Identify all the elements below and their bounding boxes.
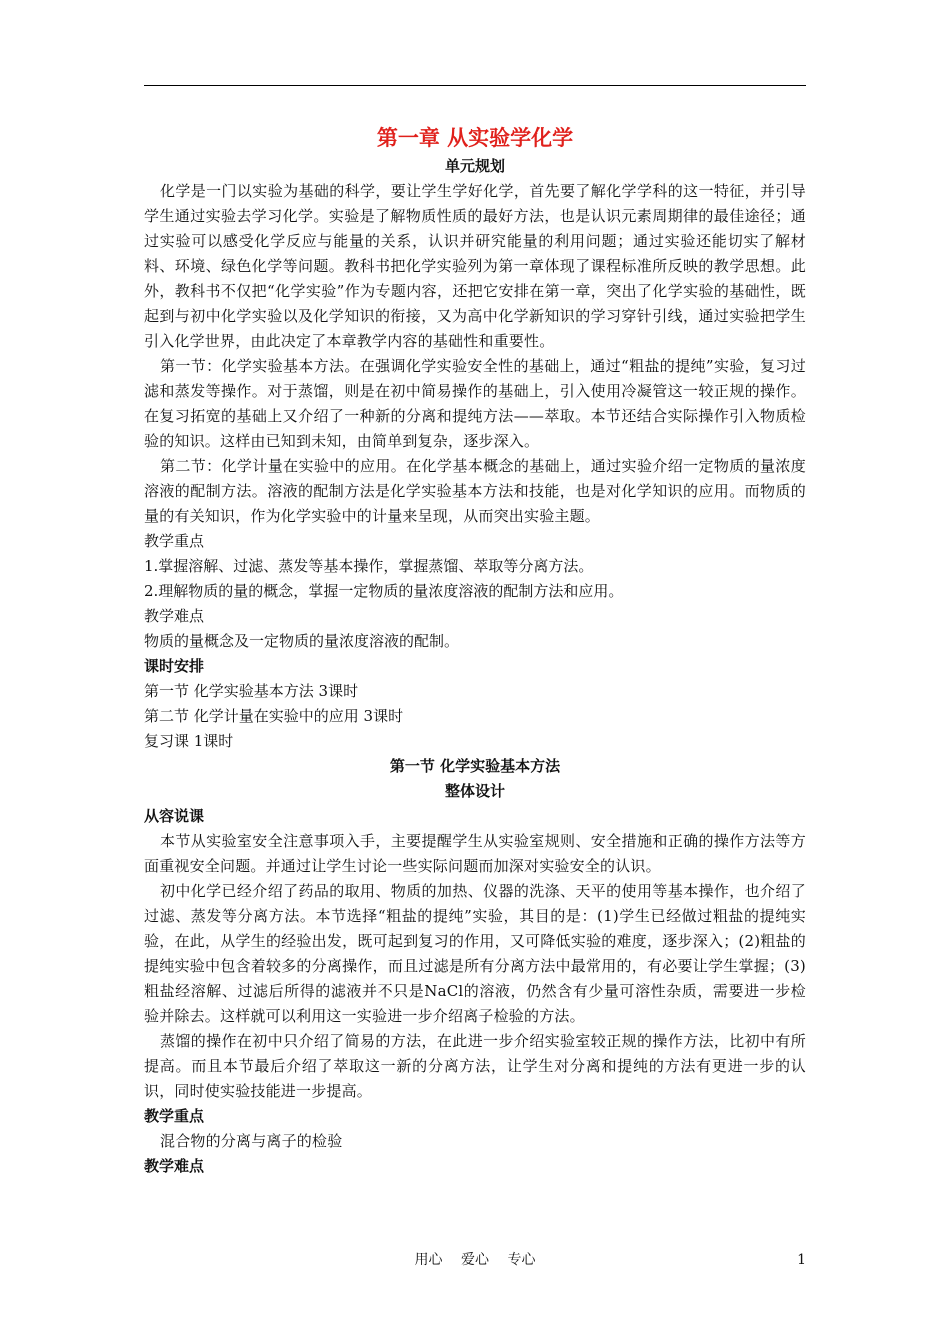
section-key-point: 混合物的分离与离子的检验 <box>160 1132 343 1150</box>
lesson-paragraph: 本节从实验室安全注意事项入手，主要提醒学生从实验室规则、安全措施和正确的操作方法等方面重视安全问题。并通过让学生讨论一些实际问题而加深对实验安全的认识。 <box>144 832 806 875</box>
lesson-paragraph: 蒸馏的操作在初中只介绍了简易的方法，在此进一步介绍实验室较正规的操作方法，比初中有所提高。而且本节最后介绍了萃取这一新的分离方法，让学生对分离和提纯的方法有更进一步的认识，同时使实验技能进一步提高。 <box>144 1032 806 1100</box>
schedule-heading: 课时安排 <box>144 657 205 675</box>
key-points-heading: 教学重点 <box>144 532 205 550</box>
chapter-title: 第一章 从实验学化学 <box>376 125 574 150</box>
header-rule <box>144 85 806 86</box>
unit-paragraph: 第一节：化学实验基本方法。在强调化学实验安全性的基础上，通过“粗盐的提纯”实验，复习过滤和蒸发等操作。对于蒸馏，则是在初中简易操作的基础上，引入使用冷凝管这一较正规的操作。在复习拓宽的基础上又介绍了一种新的分离和提纯方法——萃取。本节还结合实际操作引入物质检验的知识。这样由已知到未知，由简单到复杂，逐步深入。 <box>144 357 806 450</box>
difficulties-heading: 教学难点 <box>144 607 205 625</box>
unit-heading: 单元规划 <box>444 157 505 175</box>
page-content <box>144 120 806 1179</box>
schedule-item: 复习课 1课时 <box>144 732 234 750</box>
lesson-paragraph: 初中化学已经介绍了药品的取用、物质的加热、仪器的洗涤、天平的使用等基本操作，也介绍了过滤、蒸发等分离方法。本节选择“粗盐的提纯”实验，其目的是：(1)学生已经做过粗盐的提纯实验，在此，从学生的经验出发，既可起到复习的作用，又可降低实验的难度，逐步深入；(2)粗盐的提纯实验中包含着较多的分离操作，而且过滤是所有分离方法中最常用的，有必要让学生掌握；(3)粗盐经溶解、过滤后所得的滤液并不只是NaCl的溶液，仍然含有少量可溶性杂质，需要进一步检验并除去。这样就可以利用这一实验进一步介绍离子检验的方法。 <box>144 882 806 1025</box>
schedule-item: 第一节 化学实验基本方法 3课时 <box>144 682 359 700</box>
footer-motto: 用心 爱心 专心 <box>414 1252 536 1268</box>
section-title: 第一节 化学实验基本方法 <box>389 757 561 775</box>
unit-paragraph: 第二节：化学计量在实验中的应用。在化学基本概念的基础上，通过实验介绍一定物质的量浓度溶液的配制方法。溶液的配制方法是化学实验基本方法和技能，也是对化学知识的应用。而物质的量的有关知识，作为化学实验中的计量来呈现，从而突出实验主题。 <box>144 457 806 525</box>
schedule-item: 第二节 化学计量在实验中的应用 3课时 <box>144 707 404 725</box>
unit-paragraph: 化学是一门以实验为基础的科学，要让学生学好化学，首先要了解化学学科的这一特征，并引导学生通过实验去学习化学。实验是了解物质性质的最好方法，也是认识元素周期律的最佳途径；通过实验可以感受化学反应与能量的关系，认识并研究能量的利用问题；通过实验还能切实了解材料、环境、绿色化学等问题。教科书把化学实验列为第一章体现了课程标准所反映的教学思想。此外，教科书不仅把“化学实验”作为专题内容，还把它安排在第一章，突出了化学实验的基础性，既起到与初中化学实验以及化学知识的衔接，又为高中化学新知识的学习穿针引线，通过实验把学生引入化学世界，由此决定了本章教学内容的基础性和重要性。 <box>144 182 806 350</box>
key-point-item: 2.理解物质的量的概念，掌握一定物质的量浓度溶液的配制方法和应用。 <box>144 582 624 600</box>
overall-design-heading: 整体设计 <box>444 782 505 800</box>
lesson-intro-heading: 从容说课 <box>144 807 205 825</box>
difficulty-text: 物质的量概念及一定物质的量浓度溶液的配制。 <box>144 632 460 650</box>
section-key-heading: 教学重点 <box>144 1107 205 1125</box>
key-point-item: 1.掌握溶解、过滤、蒸发等基本操作，掌握蒸馏、萃取等分离方法。 <box>144 557 594 575</box>
section-difficulty-heading: 教学难点 <box>144 1157 205 1175</box>
page-number: 1 <box>797 1252 806 1268</box>
